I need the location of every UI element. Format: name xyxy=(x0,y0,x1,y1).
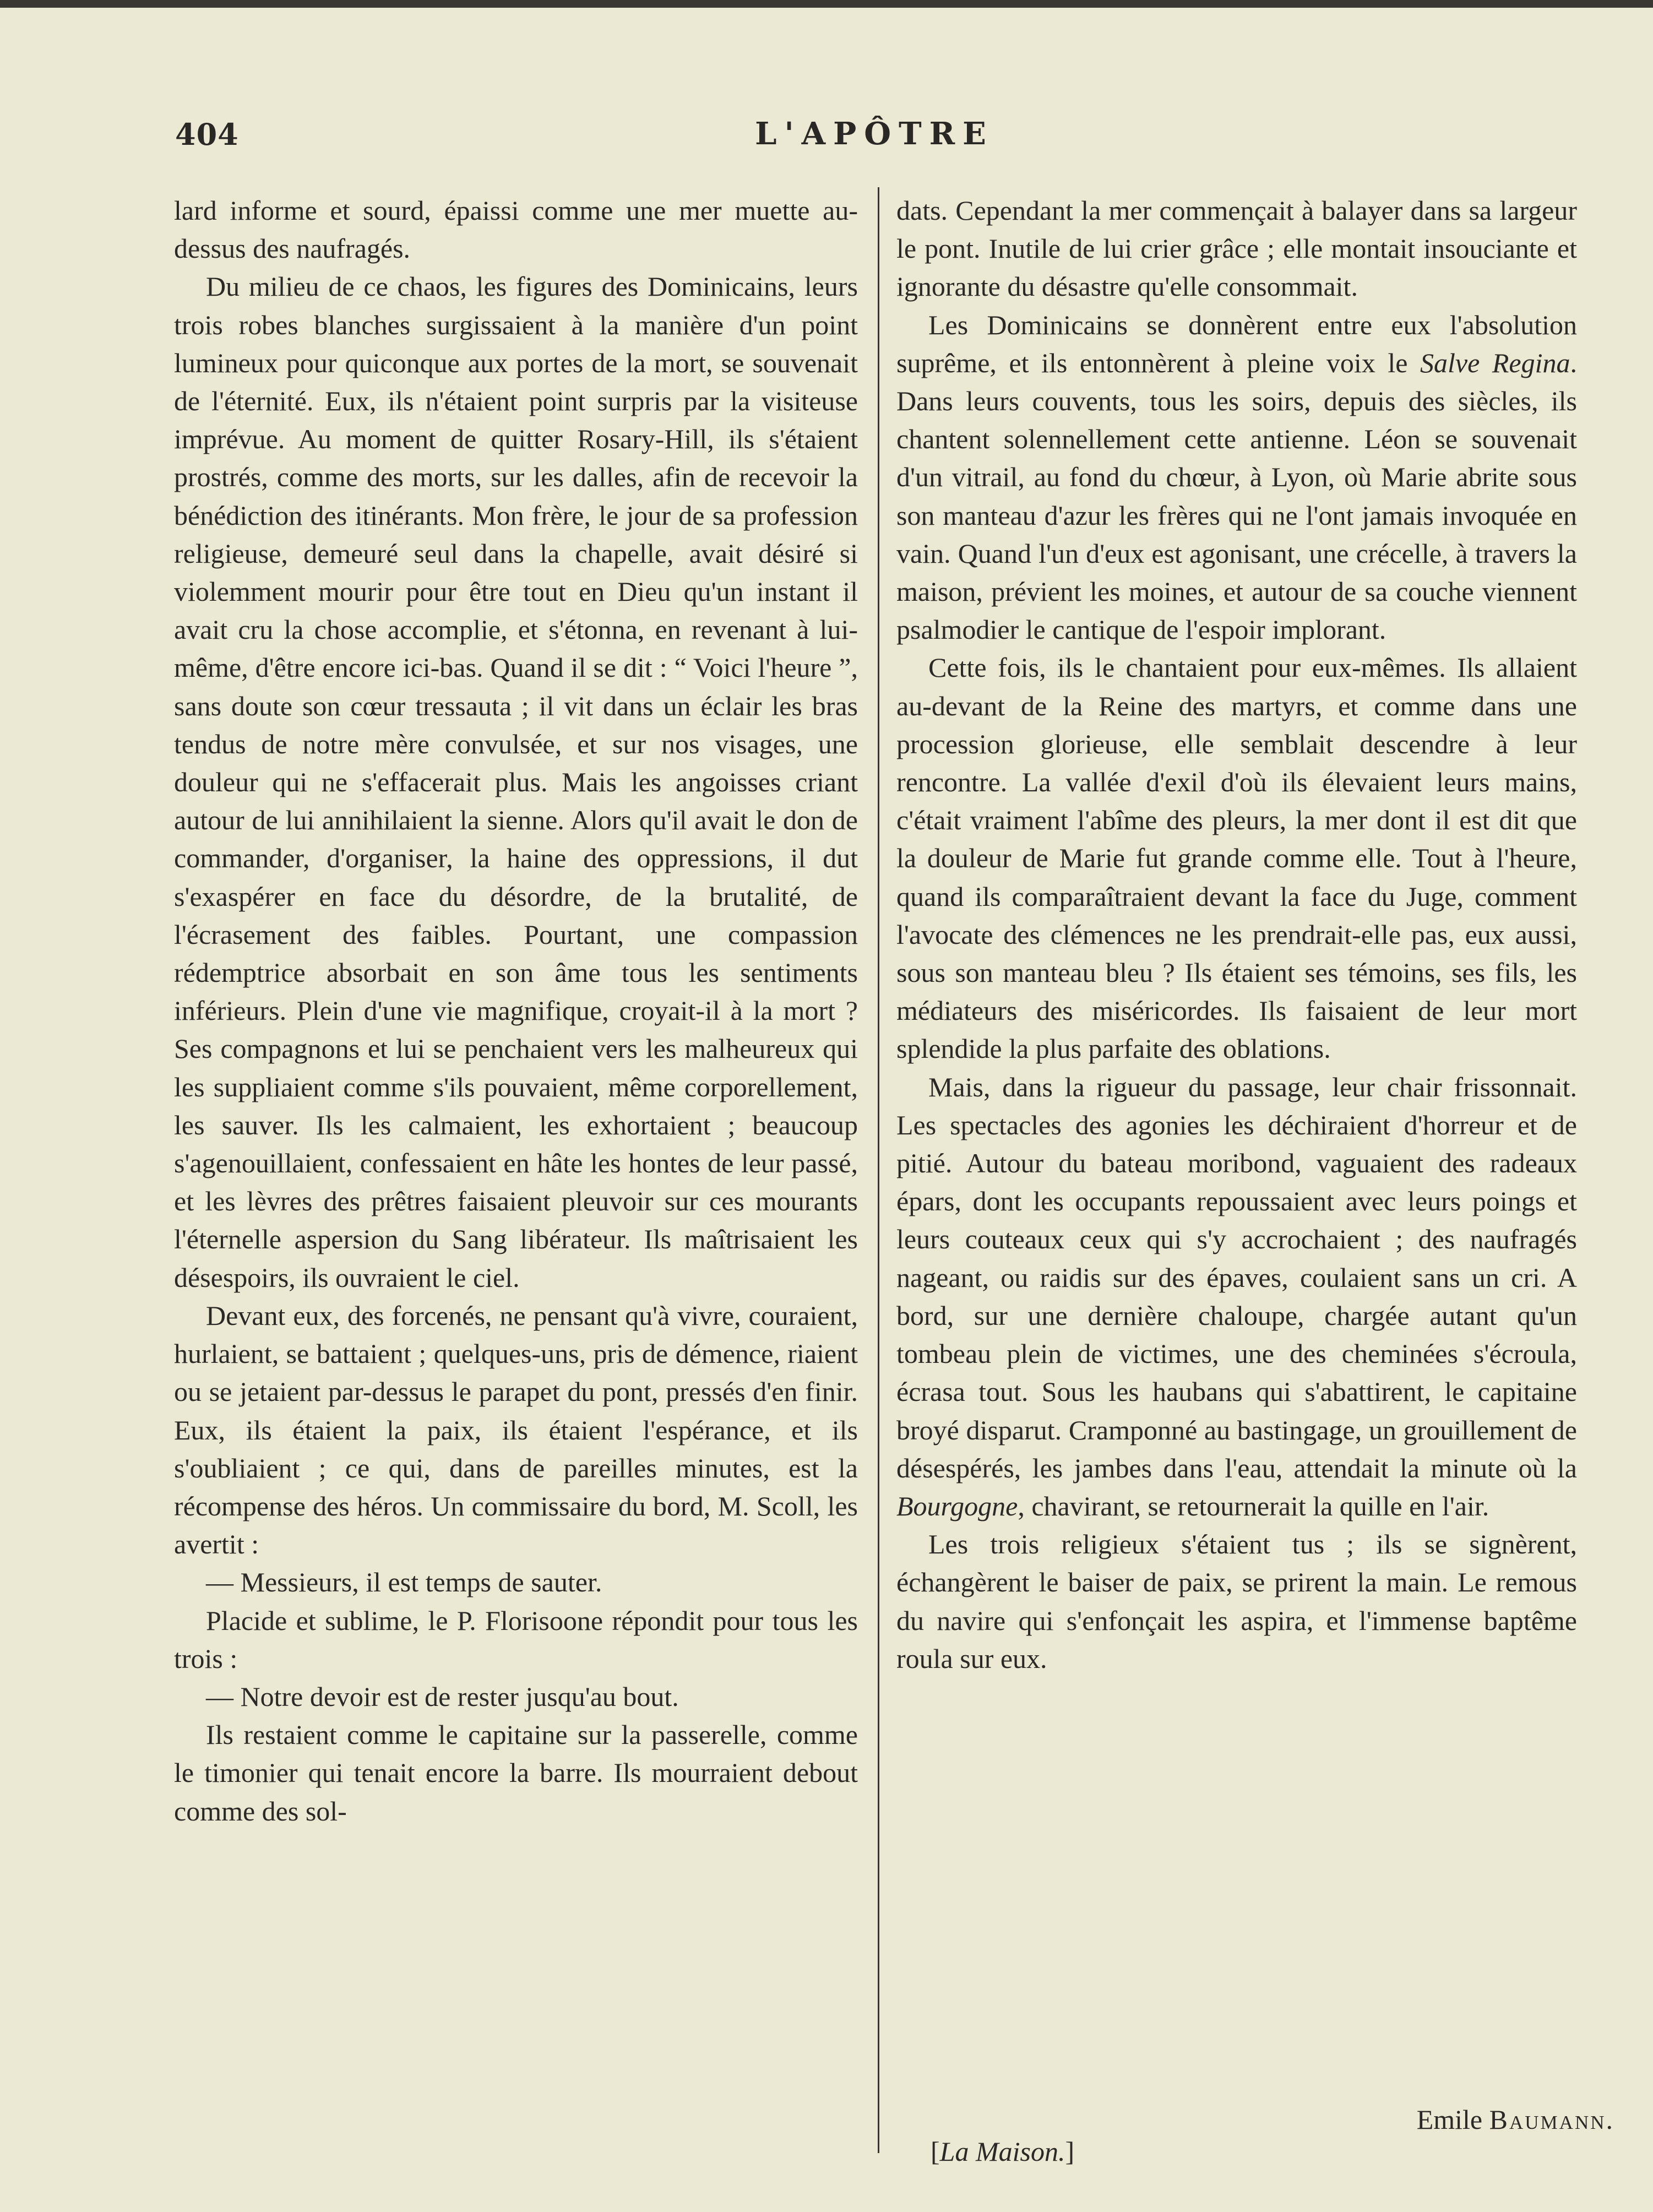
italic-ship-name: Bourgogne xyxy=(896,1490,1018,1521)
text-run: Les Dominicains se donnèrent entre eux l'absolution suprême, et ils entonnèrent à pleine voix le xyxy=(896,309,1577,378)
text-run: , chavirant, se retournerait la quille en l'air. xyxy=(1018,1490,1489,1521)
paragraph: Les trois religieux s'étaient tus ; ils se signèrent, échangèrent le baiser de paix, se prirent la main. Le remous du navire qui s'enfonçait les aspira, et l'immense baptême roula sur eux. xyxy=(896,1529,1577,1674)
dialogue-line: — Notre devoir est de rester jusqu'au bout. xyxy=(206,1681,679,1712)
paragraph: lard informe et sourd, épaissi comme une mer muette au-dessus des naufragés. xyxy=(174,195,858,264)
paragraph: Devant eux, des forcenés, ne pensant qu'à vivre, couraient, hurlaient, se battaient ; quelques-uns, pris de démence, riaient ou se jetaient par-dessus le parapet du pont, pressés d'en finir. Eux, ils étaient la paix, ils étaient l'espérance, et ils s'oubliaient ; ce qui, dans de pareilles minutes, est la récompense des héros. Un commissaire du bord, M. Scoll, les avertit : xyxy=(174,1300,858,1560)
left-column xyxy=(174,192,858,1830)
paragraph: dats. Cependant la mer commençait à balayer dans sa largeur le pont. Inutile de lui crier grâce ; elle montait insouciante et ignorante du désastre qu'elle consommait. xyxy=(896,195,1577,302)
paragraph: Du milieu de ce chaos, les figures des Dominicains, leurs trois robes blanches surgissaient à la manière d'un point lumineux pour quiconque aux portes de la mort, se souvenait de l'éternité. Eux, ils n'étaient point surpris par la visiteuse imprévue. Au moment de quitter Rosary-Hill, ils s'étaient prostrés, comme des morts, sur les dalles, afin de recevoir la bénédiction des itinérants. Mon frère, le jour de sa profession religieuse, demeuré seul dans la chapelle, avait désiré si violemment mourir pour être tout en Dieu qu'un instant il avait cru la chose accomplie, et s'étonna, en revenant à lui-même, d'être encore ici-bas. Quand il se dit : “ Voici l'heure ”, sans doute son cœur tressauta ; il vit dans un éclair les bras tendus de notre mère convulsée, et sur nos visages, une douleur qui ne s'effacerait plus. Mais les angoisses criant autour de lui annihilaient la sienne. Alors qu'il avait le don de commander, d'organiser, la haine des oppressions, il dut s'exaspérer en face du désordre, de la brutalité, de l'écrasement des faibles. Pourtant, une compassion rédemptrice absorbait en son âme tous les sentiments inférieurs. Plein d'une vie magnifique, croyait-il à la mort ? Ses compagnons et lui se penchaient vers les malheureux qui les suppliaient comme s'ils pouvaient, même corporellement, les sauver. Ils les calmaient, les exhortaient ; beaucoup s'agenouillaient, confessaient en hâte les hontes de leur passé, et les lèvres des prêtres faisaient pleuvoir sur ces mourants l'éternelle aspersion du Sang libérateur. Ils maîtrisaient les désespoirs, ils ouvraient le ciel. xyxy=(174,271,858,1293)
text-run: Mais, dans la rigueur du passage, leur chair frissonnait. Les spectacles des agonies les déchiraient d'horreur et de pitié. Autour du bateau moribond, vaguaient des radeaux épars, dont les occupants repoussaient avec leurs poings et leurs couteaux ceux qui s'y accrochaient ; des naufragés nageant, ou raidis sur des épaves, coulaient sans un cri. A bord, sur une dernière chaloupe, chargée autant qu'un tombeau plein de victimes, une des cheminées s'écroula, écrasa tout. Sous les haubans qui s'abattirent, le capitaine broyé disparut. Cramponné au bastingage, un grouillement de désespérés, les jambes dans l'eau, attendait la minute où la xyxy=(896,1071,1577,1483)
right-column xyxy=(896,192,1577,1678)
source-citation xyxy=(931,2135,1074,2167)
column-divider xyxy=(878,187,879,2153)
author-first-name: Emile xyxy=(1416,2104,1483,2135)
paragraph xyxy=(896,306,1577,649)
paragraph: Ils restaient comme le capitaine sur la passerelle, comme le timonier qui tenait encore la barre. Ils mourraient debout comme des sol- xyxy=(174,1719,858,1827)
page-header xyxy=(175,110,1574,160)
paragraph: Cette fois, ils le chantaient pour eux-mêmes. Ils allaient au-devant de la Reine des martyrs, et comme dans une procession glorieuse, elle semblait descendre à leur rencontre. La vallée d'exil d'où ils élevaient leurs mains, c'était vraiment l'abîme des pleurs, la mer dont il est dit que la douleur de Marie fut grande comme elle. Tout à l'heure, quand ils comparaîtraient devant la face du Juge, comment l'avocate des clémences ne les prendrait-elle pas, eux aussi, sous son manteau bleu ? Ils étaient ses témoins, ses fils, les médiateurs des miséricordes. Ils faisaient de leur mort splendide la plus parfaite des oblations. xyxy=(896,652,1577,1064)
page-number: 404 xyxy=(175,117,239,152)
italic-title: Salve Regina xyxy=(1420,347,1570,378)
author-signature xyxy=(972,2104,1653,2135)
text-run: . Dans leurs couvents, tous les soirs, depuis des siècles, ils chantent solennellement cette antienne. Léon se souvenait d'un vitrail, au fond du chœur, à Lyon, où Marie abrite sous son manteau d'azur les frères qui ne l'ont jamais invoquée en vain. Quand l'un d'eux est agonisant, une crécelle, à travers la maison, prévient les moines, et autour de sa couche viennent psalmodier le cantique de l'espoir implorant. xyxy=(896,347,1577,645)
running-title: L'APÔTRE xyxy=(755,116,994,152)
top-border xyxy=(0,0,1653,8)
dialogue-line: — Messieurs, il est temps de sauter. xyxy=(206,1567,602,1598)
bracket-close: ] xyxy=(1065,2136,1075,2167)
paragraph: Placide et sublime, le P. Florisoone répondit pour tous les trois : xyxy=(174,1605,858,1674)
author-last-name: Baumann. xyxy=(1489,2104,1614,2135)
paragraph xyxy=(896,1068,1577,1525)
source-title: La Maison. xyxy=(939,2136,1065,2167)
bracket-open: [ xyxy=(931,2136,940,2167)
